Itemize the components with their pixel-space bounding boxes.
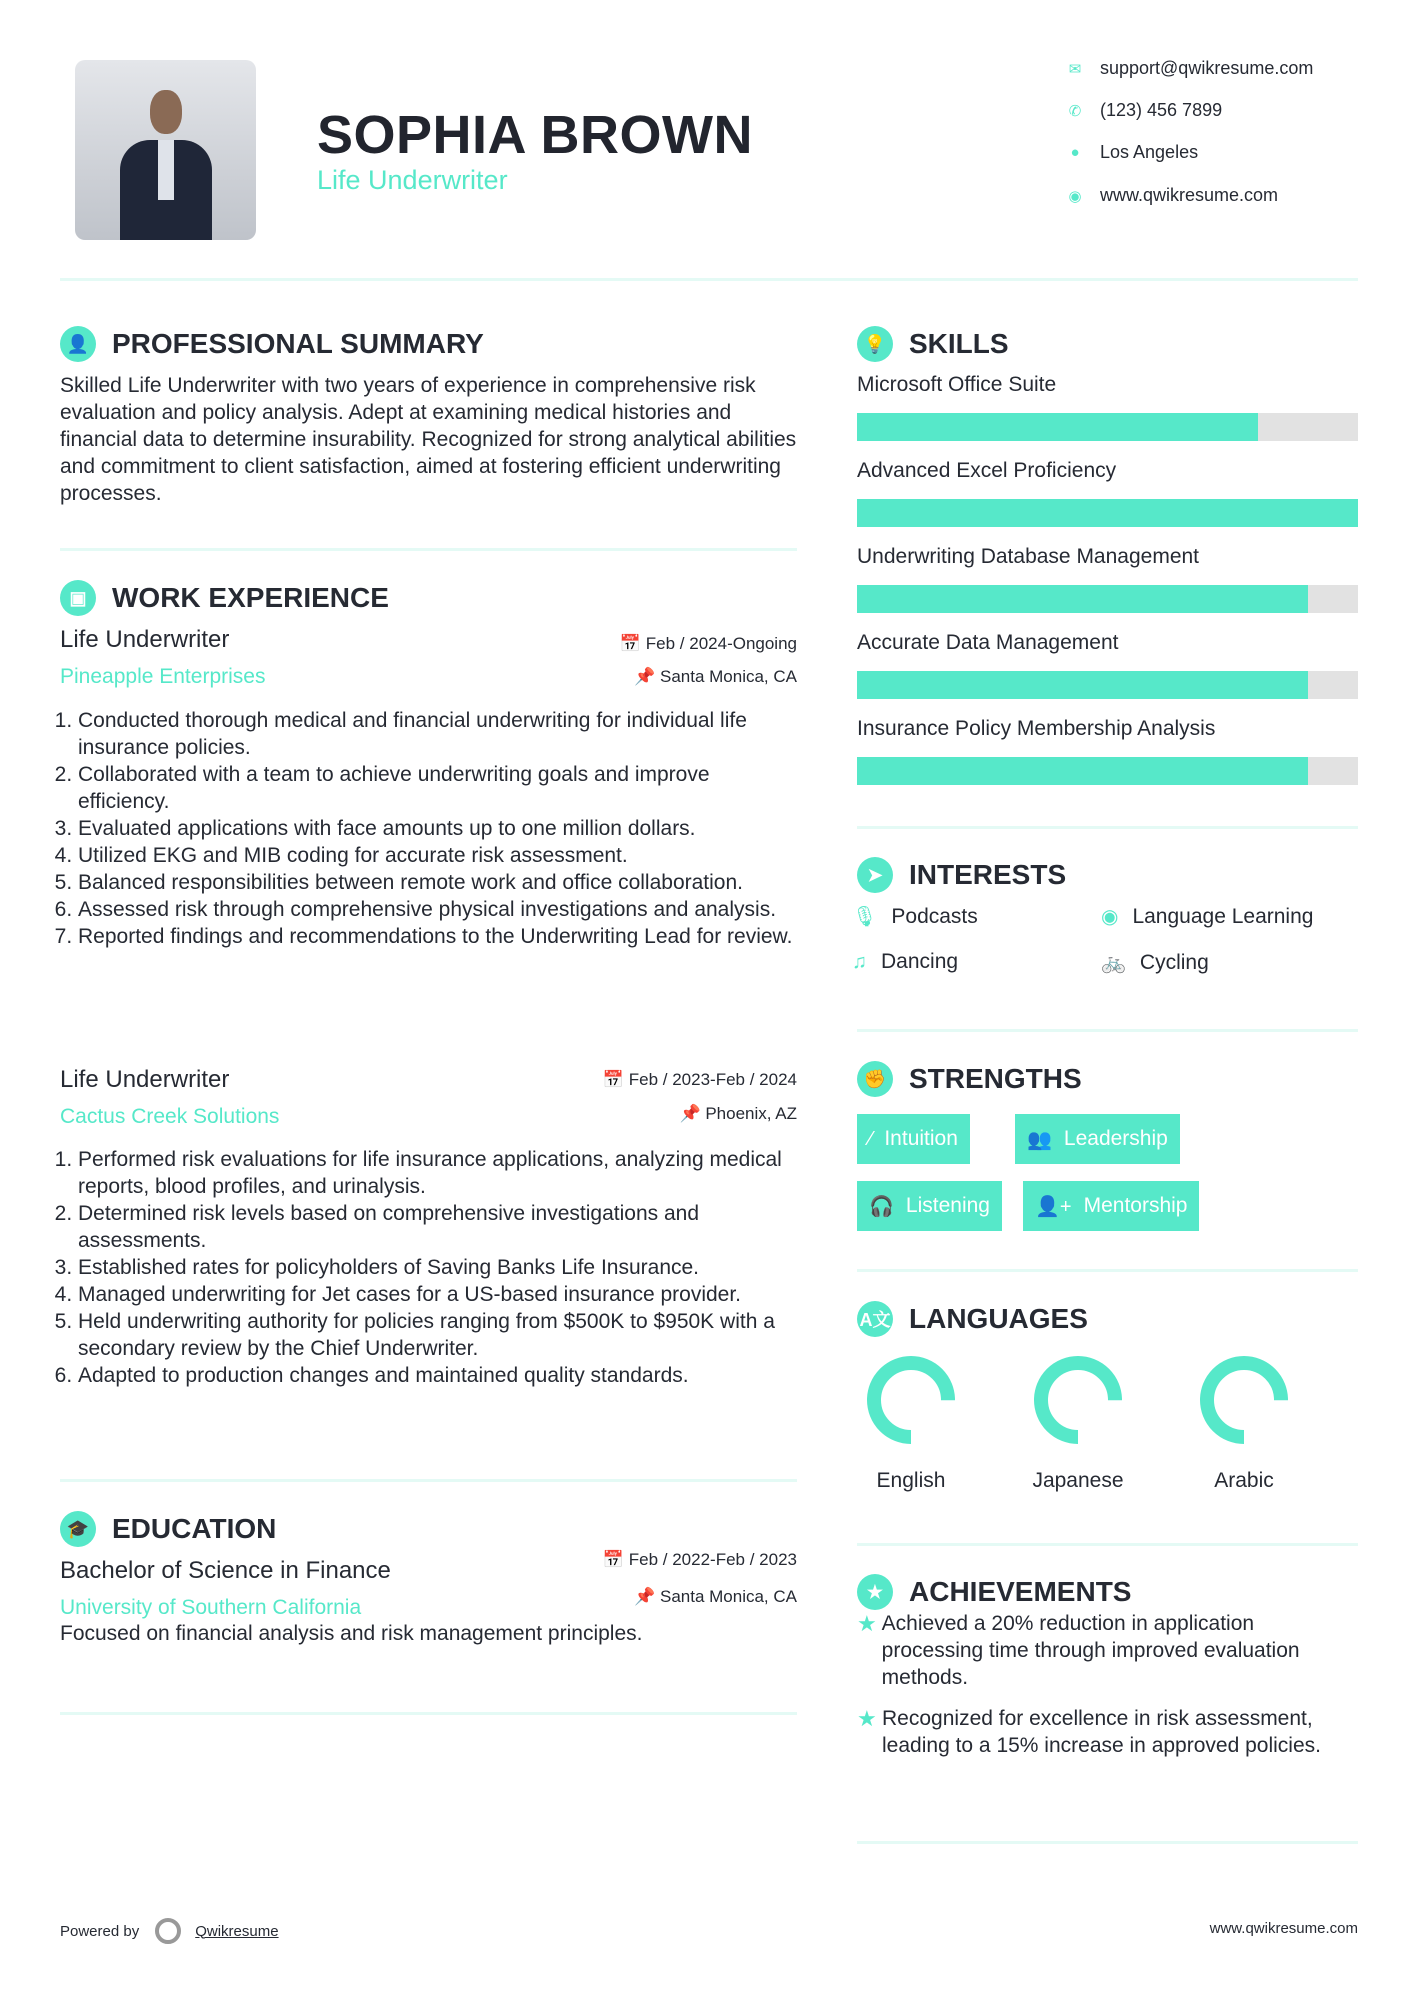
- strength-pill: 🎧 Listening: [857, 1181, 1002, 1231]
- interest-item: 🚲 Cycling: [1101, 950, 1209, 974]
- skill-bar-fill: [857, 757, 1308, 785]
- list-item: 5. Balanced responsibilities between remote work and office collaboration.: [78, 869, 800, 896]
- paper-plane-icon: ➤: [857, 857, 893, 893]
- languages-heading: A文 LANGUAGES: [857, 1301, 1088, 1337]
- divider: [857, 1543, 1358, 1546]
- language-ring: [866, 1355, 956, 1445]
- profile-photo: [75, 60, 256, 240]
- strength-pill: 👤+ Mentorship: [1023, 1181, 1199, 1231]
- summary-heading: 👤 PROFESSIONAL SUMMARY: [60, 326, 484, 362]
- skill-bar: [857, 413, 1358, 441]
- divider: [857, 826, 1358, 829]
- list-item: 4. Managed underwriting for Jet cases for a US-based insurance provider.: [78, 1281, 800, 1308]
- skill-bar: [857, 671, 1358, 699]
- list-item: 4. Utilized EKG and MIB coding for accurate risk assessment.: [78, 842, 800, 869]
- list-item: 2. Determined risk levels based on comprehensive investigations and assessments.: [78, 1200, 800, 1254]
- divider: [60, 548, 797, 551]
- star-badge-icon: ★: [857, 1574, 893, 1610]
- candidate-name: SOPHIA BROWN: [317, 105, 753, 165]
- star-icon: ★: [857, 1611, 877, 1636]
- contact-location: [1066, 142, 1198, 163]
- divider: [857, 1029, 1358, 1032]
- job-title: Life Underwriter: [60, 1066, 230, 1093]
- edu-location: 📌 Santa Monica, CA: [634, 1587, 797, 1606]
- magic-wand-icon: ⁄: [869, 1127, 873, 1150]
- skill-bar-fill: [857, 499, 1358, 527]
- strength-pill: ⁄ Intuition: [857, 1114, 970, 1164]
- edu-date: 📅 Feb / 2022-Feb / 2023: [602, 1550, 797, 1569]
- interest-item: 🎙 Podcasts: [852, 904, 978, 928]
- footer-powered: Powered by Qwikresume: [60, 1918, 279, 1944]
- strengths-heading: ✊ STRENGTHS: [857, 1061, 1082, 1097]
- user-plus-icon: 👤+: [1035, 1195, 1072, 1218]
- skill-bar-fill: [857, 671, 1308, 699]
- header-divider: [60, 278, 1358, 281]
- skill-name: Underwriting Database Management: [857, 545, 1200, 568]
- pin-icon: 📌: [679, 1104, 706, 1123]
- calendar-icon: 📅: [602, 1070, 629, 1089]
- job-title: Life Underwriter: [60, 626, 230, 653]
- contact-text: www.qwikresume.com: [1100, 185, 1279, 205]
- list-item: 7. Reported findings and recommendations to the Underwriting Lead for review.: [78, 923, 800, 950]
- brand-link[interactable]: Qwikresume: [195, 1922, 279, 1940]
- bicycle-icon: 🚲: [1101, 952, 1126, 974]
- language-name: Arabic: [1214, 1469, 1274, 1492]
- fist-icon: ✊: [857, 1061, 893, 1097]
- qwikresume-logo-icon: [155, 1918, 181, 1944]
- interest-item: ◉ Language Learning: [1101, 904, 1314, 928]
- language-item: [998, 1355, 1158, 1493]
- users-icon: 👥: [1027, 1128, 1052, 1151]
- language-name: English: [876, 1469, 946, 1492]
- list-item: 3. Evaluated applications with face amounts up to one million dollars.: [78, 815, 800, 842]
- list-item: 6. Assessed risk through comprehensive physical investigations and analysis.: [78, 896, 800, 923]
- microphone-icon: 🎙: [852, 906, 878, 928]
- contact-text: Los Angeles: [1100, 142, 1199, 162]
- divider: [857, 1269, 1358, 1272]
- job-date: 📅 Feb / 2023-Feb / 2024: [602, 1070, 797, 1089]
- calendar-icon: 📅: [602, 1550, 629, 1569]
- skills-heading: 💡 SKILLS: [857, 326, 1009, 362]
- strength-pill: 👥 Leadership: [1015, 1114, 1180, 1164]
- list-item: 5. Held underwriting authority for policies ranging from $500K to $950K with a secondary review by the Chief Underwriter.: [78, 1308, 800, 1362]
- interest-item: ♫ Dancing: [852, 950, 959, 973]
- pin-icon: 📌: [634, 667, 660, 686]
- achievement-item: ★ Achieved a 20% reduction in application processing time through improved evaluation methods.: [857, 1611, 1300, 1689]
- language-icon: A文: [857, 1301, 893, 1337]
- phone-icon: ✆: [1068, 102, 1082, 120]
- list-item: 6. Adapted to production changes and maintained quality standards.: [78, 1362, 800, 1389]
- skill-bar-fill: [857, 585, 1308, 613]
- candidate-title: Life Underwriter: [317, 165, 508, 195]
- skill-bar: [857, 757, 1358, 785]
- language-ring: [1199, 1355, 1289, 1445]
- contact-email[interactable]: [1066, 58, 1313, 79]
- graduate-icon: 🎓: [60, 1511, 96, 1547]
- briefcase-icon: ▣: [60, 580, 96, 616]
- headphones-icon: 🎧: [869, 1195, 894, 1218]
- contact-website[interactable]: [1066, 185, 1278, 206]
- skill-name: Accurate Data Management: [857, 631, 1119, 654]
- list-item: 1. Conducted thorough medical and financial underwriting for individual life insurance policies.: [78, 707, 800, 761]
- language-item: [1164, 1355, 1324, 1493]
- globe-icon: ◉: [1101, 906, 1119, 928]
- list-item: 2. Collaborated with a team to achieve underwriting goals and improve efficiency.: [78, 761, 800, 815]
- work-heading: ▣ WORK EXPERIENCE: [60, 580, 389, 616]
- envelope-icon: ✉: [1068, 60, 1082, 78]
- contact-phone: [1066, 100, 1222, 121]
- map-pin-icon: ●: [1070, 144, 1080, 161]
- degree: Bachelor of Science in Finance: [60, 1557, 391, 1584]
- job-location: 📌 Phoenix, AZ: [679, 1104, 797, 1123]
- skill-name: Advanced Excel Proficiency: [857, 459, 1117, 482]
- skill-bar: [857, 585, 1358, 613]
- edu-desc: Focused on financial analysis and risk management principles.: [60, 1622, 643, 1645]
- globe-icon: ◉: [1068, 187, 1082, 205]
- star-icon: ★: [857, 1706, 877, 1731]
- job-location: 📌 Santa Monica, CA: [634, 667, 797, 686]
- school: University of Southern California: [60, 1596, 362, 1619]
- lightbulb-icon: 💡: [857, 326, 893, 362]
- calendar-icon: 📅: [619, 634, 646, 653]
- skill-name: Insurance Policy Membership Analysis: [857, 717, 1216, 740]
- divider: [857, 1841, 1358, 1844]
- language-item: [831, 1355, 991, 1493]
- pin-icon: 📌: [634, 1587, 660, 1606]
- job-company: Cactus Creek Solutions: [60, 1105, 280, 1128]
- skill-bar-fill: [857, 413, 1258, 441]
- job-duties: [60, 1146, 800, 1389]
- contact-text: (123) 456 7899: [1100, 100, 1223, 120]
- education-heading: 🎓 EDUCATION: [60, 1511, 276, 1547]
- skill-name: Microsoft Office Suite: [857, 373, 1057, 396]
- list-item: 1. Performed risk evaluations for life insurance applications, analyzing medical reports, blood profiles, and urinalysis.: [78, 1146, 800, 1200]
- language-name: Japanese: [1032, 1469, 1124, 1492]
- language-ring: [1033, 1355, 1123, 1445]
- divider: [60, 1479, 797, 1482]
- achievement-item: ★ Recognized for excellence in risk assessment, leading to a 15% increase in approved policies.: [857, 1706, 1321, 1757]
- job-date: 📅 Feb / 2024-Ongoing: [619, 634, 797, 653]
- job-duties: [60, 707, 800, 950]
- interests-heading: ➤ INTERESTS: [857, 857, 1066, 893]
- summary-text: Skilled Life Underwriter with two years of experience in comprehensive risk evaluation and policy analysis. Adept at examining medical histories and financial data to determine insurability. Recognized for strong analytical abilities and commitment to client satisfaction, aimed at fostering efficient underwriting processes.: [60, 374, 797, 505]
- user-icon: 👤: [60, 326, 96, 362]
- skill-bar: [857, 499, 1358, 527]
- contact-text: support@qwikresume.com: [1100, 58, 1314, 78]
- footer-url[interactable]: www.qwikresume.com: [1209, 1920, 1358, 1937]
- divider: [60, 1712, 797, 1715]
- list-item: 3. Established rates for policyholders of Saving Banks Life Insurance.: [78, 1254, 800, 1281]
- job-company: Pineapple Enterprises: [60, 665, 266, 688]
- achievements-heading: ★ ACHIEVEMENTS: [857, 1574, 1131, 1610]
- music-note-icon: ♫: [852, 950, 867, 973]
